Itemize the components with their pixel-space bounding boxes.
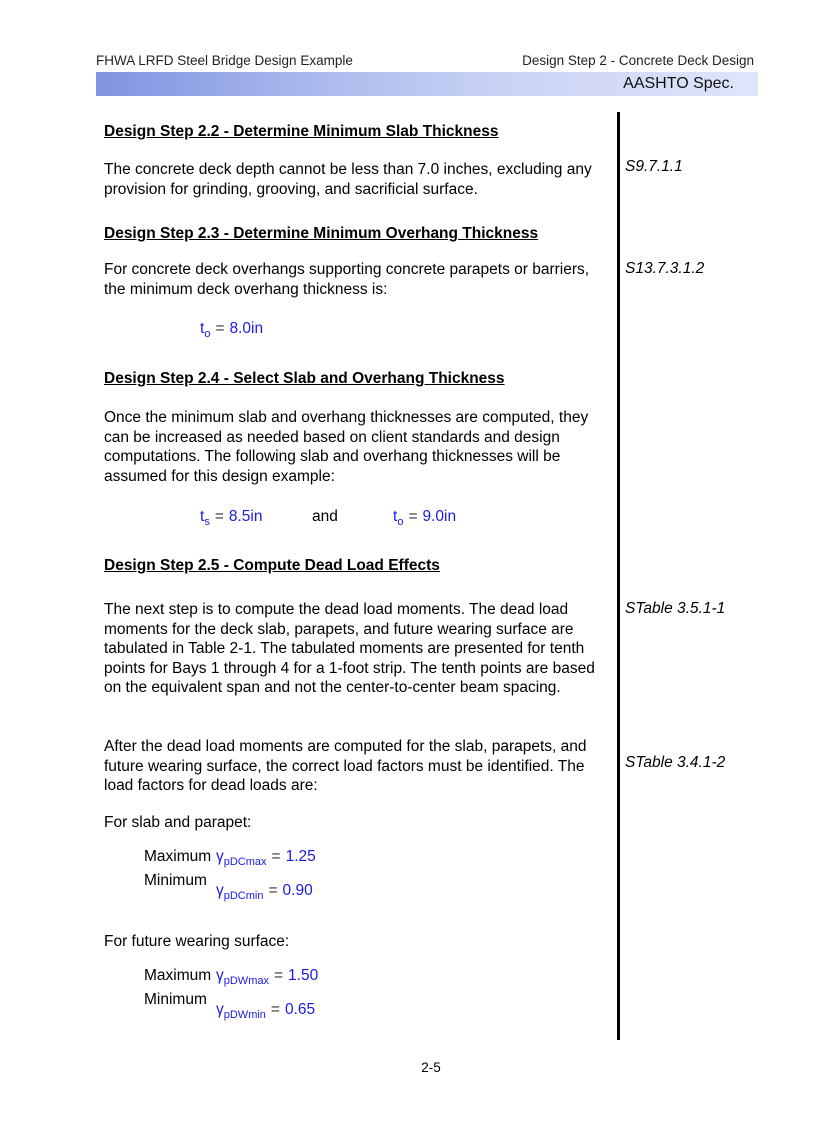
para-step-2-4: Once the minimum slab and overhang thicknesses are computed, they can be increased as needed based on client standards and design computations. The following slab and overhang thicknesses will be assumed for this design example: xyxy=(104,409,589,485)
label-slab-parapet: For slab and parapet: xyxy=(104,814,252,831)
header-left-title: FHWA LRFD Steel Bridge Design Example xyxy=(96,53,353,68)
eq-operator: = xyxy=(408,508,418,525)
eq-value: 8.5in xyxy=(228,508,263,525)
eq-subscript: s xyxy=(204,516,210,528)
gamma-symbol: γ xyxy=(216,882,224,899)
eq-value: 8.0in xyxy=(229,320,264,337)
eq-value: 0.65 xyxy=(284,1001,316,1018)
para-step-2-3: For concrete deck overhangs supporting concrete parapets or barriers, the minimum deck overhang thickness is: xyxy=(104,261,590,298)
para-step-2-5-a: The next step is to compute the dead load moments. The dead load moments for the deck slab, parapets, and future wearing surface are tabulated in Table 2-1. The tabulated moments are presented for tenth points for Bays 1 through 4 for a 1-foot strip. The tenth points are based on the equivalent span and not the center-to-center beam spacing. xyxy=(104,601,595,696)
eq-value: 1.50 xyxy=(288,967,319,984)
label-dc-min: Minimum xyxy=(144,872,207,889)
gamma-symbol: γ xyxy=(216,967,224,984)
eq-operator: = xyxy=(268,882,278,899)
spec-divider-line xyxy=(617,112,620,1040)
ref-step-2-2: S9.7.1.1 xyxy=(625,158,683,175)
label-dw-max: Maximum xyxy=(144,967,212,984)
eq-symbol: t xyxy=(200,508,205,525)
equation-overhang-min xyxy=(200,320,263,340)
ref-step-2-5-b: STable 3.4.1-2 xyxy=(625,754,726,771)
heading-step-2-4: Design Step 2.4 - Select Slab and Overhang Thickness xyxy=(104,370,505,387)
eq-value: 9.0in xyxy=(422,508,457,525)
equation-slab-thickness xyxy=(200,508,263,528)
eq-subscript: pDCmax xyxy=(223,856,267,868)
heading-step-2-5: Design Step 2.5 - Compute Dead Load Effects xyxy=(104,557,440,574)
equation-dw-min xyxy=(216,1001,315,1021)
heading-step-2-2: Design Step 2.2 - Determine Minimum Slab Thickness xyxy=(104,123,499,140)
eq-subscript: o xyxy=(397,516,404,528)
equation-dc-min xyxy=(216,882,313,902)
conjunction-and: and xyxy=(312,508,338,525)
eq-operator: = xyxy=(215,320,225,337)
header-band xyxy=(96,72,758,96)
para-step-2-2: The concrete deck depth cannot be less than 7.0 inches, excluding any provision for grinding, grooving, and sacrificial surface. xyxy=(104,161,592,198)
eq-symbol: t xyxy=(200,320,205,337)
para-step-2-5-b: After the dead load moments are computed for the slab, parapets, and future wearing surface, the correct load factors must be identified. The load factors for dead loads are: xyxy=(104,738,587,794)
eq-operator: = xyxy=(270,1001,280,1018)
eq-operator: = xyxy=(273,967,284,984)
band-label: AASHTO Spec. xyxy=(623,75,734,92)
eq-symbol: t xyxy=(393,508,398,525)
label-dw-min: Minimum xyxy=(144,991,207,1008)
eq-operator: = xyxy=(214,508,224,525)
equation-overhang-thickness xyxy=(393,508,456,528)
label-dc-max: Maximum xyxy=(144,848,212,865)
eq-operator: = xyxy=(271,848,281,865)
eq-subscript: o xyxy=(204,328,211,340)
equation-dw-max xyxy=(216,967,318,987)
gamma-symbol: γ xyxy=(216,1001,224,1018)
label-future-wearing-surface: For future wearing surface: xyxy=(104,933,290,950)
eq-value: 1.25 xyxy=(285,848,316,865)
header-right-title: Design Step 2 - Concrete Deck Design xyxy=(522,53,754,68)
page-number: 2-5 xyxy=(421,1060,441,1075)
eq-subscript: pDWmax xyxy=(223,975,269,987)
eq-subscript: pDCmin xyxy=(223,890,264,902)
equation-dc-max xyxy=(216,848,316,868)
gamma-symbol: γ xyxy=(216,848,224,865)
ref-step-2-3: S13.7.3.1.2 xyxy=(625,260,705,277)
heading-step-2-3: Design Step 2.3 - Determine Minimum Overhang Thickness xyxy=(104,225,539,242)
eq-value: 0.90 xyxy=(282,882,313,899)
eq-subscript: pDWmin xyxy=(223,1009,266,1021)
ref-step-2-5-a: STable 3.5.1-1 xyxy=(625,600,726,617)
